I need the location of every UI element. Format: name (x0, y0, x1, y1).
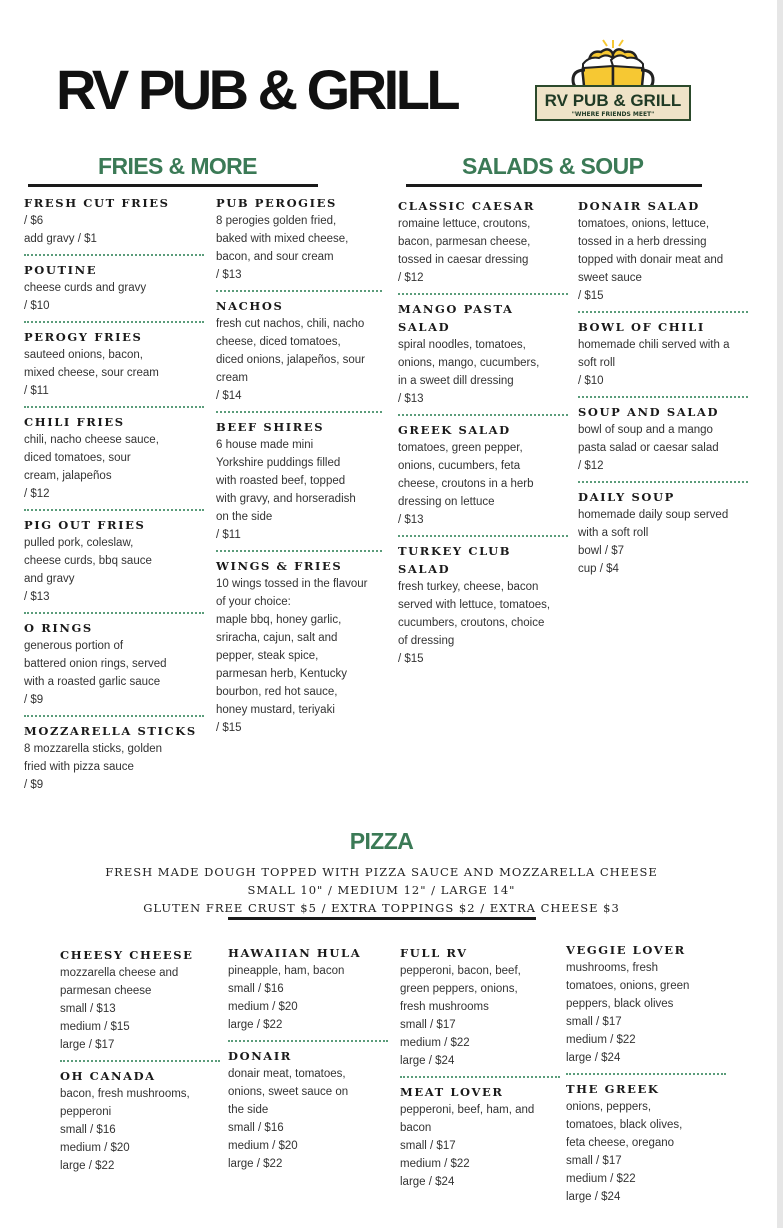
menu-item-line: large / $24 (400, 1055, 455, 1067)
menu-item-line: the side (228, 1104, 269, 1116)
menu-item-line: medium / $22 (400, 1158, 470, 1170)
menu-item-line: / $12 (578, 460, 604, 472)
menu-item-name: PUB PEROGIES (216, 196, 337, 210)
page-title: RV PUB & GRILL (56, 58, 458, 121)
menu-item-line: large / $17 (60, 1039, 115, 1051)
menu-item (216, 297, 382, 405)
menu-item-line: Yorkshire puddings filled (216, 457, 341, 469)
divider-salads (406, 184, 702, 187)
dotted-divider (578, 481, 748, 483)
menu-item-line: medium / $22 (400, 1037, 470, 1049)
menu-item-line: soft roll (578, 357, 616, 369)
menu-item-line: tossed in caesar dressing (398, 254, 529, 266)
menu-item-name: TURKEY CLUB SALAD (398, 544, 512, 576)
heading-fries: FRIES & MORE (98, 153, 257, 179)
menu-item-line: medium / $15 (60, 1021, 130, 1033)
menu-item-line: / $14 (216, 390, 242, 402)
menu-item-line: medium / $20 (60, 1142, 130, 1154)
menu-item-line: tomatoes, black olives, (566, 1119, 683, 1131)
dotted-divider (24, 406, 204, 408)
menu-item (24, 619, 204, 709)
dotted-divider (578, 396, 748, 398)
menu-item-line: green peppers, onions, (400, 983, 518, 995)
menu-item (216, 194, 382, 284)
menu-item-name: PEROGY FRIES (24, 330, 143, 344)
menu-item-line: small / $16 (228, 983, 284, 995)
menu-item (400, 1083, 560, 1191)
menu-item (24, 328, 204, 400)
menu-item (60, 1067, 220, 1175)
menu-item (24, 261, 204, 315)
menu-item-line: feta cheese, oregano (566, 1137, 675, 1149)
menu-item-line: tomatoes, onions, green (566, 980, 690, 992)
menu-item-line: large / $22 (228, 1019, 283, 1031)
menu-item-line: fresh cut nachos, chili, nacho (216, 318, 365, 330)
menu-item-name: DONAIR (228, 1049, 292, 1063)
menu-item-line: pepperoni, bacon, beef, (400, 965, 521, 977)
menu-item (398, 300, 568, 408)
menu-item-name: CLASSIC CAESAR (398, 199, 536, 213)
fries-col-1 (24, 194, 204, 794)
menu-item-line: onions, cucumbers, feta (398, 460, 521, 472)
menu-item-line: onions, sweet sauce on (228, 1086, 349, 1098)
menu-item-name: DONAIR SALAD (578, 199, 700, 213)
pizza-col-3 (400, 944, 560, 1191)
menu-item-name: THE GREEK (566, 1082, 660, 1096)
menu-item-line: / $15 (398, 653, 424, 665)
menu-item (398, 542, 568, 668)
menu-item-line: / $11 (24, 385, 49, 397)
divider-fries (28, 184, 318, 187)
menu-item-line: medium / $20 (228, 1140, 298, 1152)
beer-mugs-icon (533, 36, 693, 122)
menu-item-line: parmesan herb, Kentucky (216, 668, 348, 680)
menu-item-line: bacon (400, 1122, 432, 1134)
menu-item-line: bacon, and sour cream (216, 251, 334, 263)
menu-item-line: / $13 (398, 393, 424, 405)
pizza-col-1 (60, 946, 220, 1175)
fries-col-2 (216, 194, 382, 737)
menu-item-name: SOUP AND SALAD (578, 405, 720, 419)
menu-item-line: small / $17 (400, 1140, 456, 1152)
menu-item-line: / $12 (24, 488, 50, 500)
menu-item-line: peppers, black olives (566, 998, 674, 1010)
menu-item-line: onions, peppers, (566, 1101, 652, 1113)
menu-item-line: with a roasted garlic sauce (24, 676, 161, 688)
menu-item-line: 10 wings tossed in the flavour (216, 578, 368, 590)
menu-item-line: chili, nacho cheese sauce, (24, 434, 159, 446)
menu-item-line: 6 house made mini (216, 439, 314, 451)
menu-item-line: homemade chili served with a (578, 339, 730, 351)
menu-item (578, 197, 748, 305)
menu-item-line: / $9 (24, 779, 44, 791)
menu-item-line: / $12 (398, 272, 424, 284)
menu-item-line: pasta salad or caesar salad (578, 442, 719, 454)
menu-item-line: 8 mozzarella sticks, golden (24, 743, 163, 755)
menu-item-line: / $11 (216, 529, 241, 541)
pizza-col-2 (228, 944, 388, 1173)
dotted-divider (216, 290, 382, 292)
menu-item-line: / $15 (578, 290, 604, 302)
menu-item-line: onions, mango, cucumbers, (398, 357, 540, 369)
divider-pizza (228, 917, 536, 920)
menu-item-name: MANGO PASTA SALAD (398, 302, 514, 334)
dotted-divider (60, 1060, 220, 1062)
dotted-divider (24, 254, 204, 256)
menu-item-line: small / $16 (228, 1122, 284, 1134)
menu-item-name: MOZZARELLA STICKS (24, 724, 197, 738)
menu-item-line: / $10 (578, 375, 604, 387)
menu-item (24, 413, 204, 503)
menu-item-line: tomatoes, green pepper, (398, 442, 523, 454)
menu-item-line: fried with pizza sauce (24, 761, 134, 773)
menu-item-line: cheese curds and gravy (24, 282, 147, 294)
menu-item-line: pepperoni, beef, ham, and (400, 1104, 535, 1116)
dotted-divider (566, 1073, 726, 1075)
menu-item-line: pineapple, ham, bacon (228, 965, 345, 977)
dotted-divider (24, 715, 204, 717)
menu-item-line: 8 perogies golden fried, (216, 215, 337, 227)
menu-item-line: small / $17 (566, 1016, 622, 1028)
menu-item-line: with roasted beef, topped (216, 475, 346, 487)
menu-item (24, 722, 204, 794)
dotted-divider (398, 293, 568, 295)
menu-item-line: mixed cheese, sour cream (24, 367, 159, 379)
menu-item-name: VEGGIE LOVER (566, 943, 686, 957)
menu-item-name: GREEK SALAD (398, 423, 511, 437)
dotted-divider (578, 311, 748, 313)
menu-item-name: CHEESY CHEESE (60, 948, 194, 962)
menu-item (578, 488, 748, 578)
menu-item-name: NACHOS (216, 299, 284, 313)
menu-item-name: BOWL OF CHILI (578, 320, 705, 334)
menu-item-line: / $10 (24, 300, 50, 312)
menu-item-line: and gravy (24, 573, 75, 585)
menu-item-line: sauteed onions, bacon, (24, 349, 143, 361)
menu-item-line: large / $24 (566, 1052, 621, 1064)
menu-item-line: medium / $22 (566, 1173, 636, 1185)
dotted-divider (24, 612, 204, 614)
menu-item (228, 944, 388, 1034)
menu-item-name: HAWAIIAN HULA (228, 946, 362, 960)
menu-item-line: diced tomatoes, sour (24, 452, 131, 464)
menu-item-line: cream (216, 372, 248, 384)
menu-item-line: tomatoes, onions, lettuce, (578, 218, 710, 230)
menu-item-line: cup / $4 (578, 563, 619, 575)
menu-item-line: on the side (216, 511, 273, 523)
menu-item-line: small / $16 (60, 1124, 116, 1136)
menu-item-line: diced onions, jalapeños, sour (216, 354, 365, 366)
menu-item-name: POUTINE (24, 263, 98, 277)
salads-col-2 (578, 197, 748, 578)
menu-item-line: / $6 (24, 215, 44, 227)
heading-salads: SALADS & SOUP (462, 153, 644, 179)
menu-item-line: pulled pork, coleslaw, (24, 537, 134, 549)
menu-item (216, 557, 382, 737)
menu-item-name: PIG OUT FRIES (24, 518, 146, 532)
menu-item-name: WINGS & FRIES (216, 559, 343, 573)
menu-item (400, 944, 560, 1070)
menu-item (398, 197, 568, 287)
menu-item-line: with a soft roll (578, 527, 649, 539)
menu-item-line: bowl of soup and a mango (578, 424, 713, 436)
menu-item-line: bourbon, red hot sauce, (216, 686, 338, 698)
pizza-note-sizes: SMALL 10" / MEDIUM 12" / LARGE 14" (247, 883, 516, 897)
menu-item-name: FRESH CUT FRIES (24, 196, 170, 210)
menu-item-line: small / $17 (566, 1155, 622, 1167)
menu-item-line: mushrooms, fresh (566, 962, 659, 974)
menu-item-line: romaine lettuce, croutons, (398, 218, 531, 230)
pizza-note-dough: FRESH MADE DOUGH TOPPED WITH PIZZA SAUCE AND MOZZARELLA CHEESE (105, 865, 658, 879)
menu-item-line: maple bbq, honey garlic, (216, 614, 342, 626)
menu-item-line: mozzarella cheese and (60, 967, 179, 979)
menu-item-line: fresh turkey, cheese, bacon (398, 581, 539, 593)
heading-pizza: PIZZA (349, 828, 414, 854)
menu-item-line: / $13 (216, 269, 242, 281)
menu-item-line: in a sweet dill dressing (398, 375, 514, 387)
menu-item-line: topped with donair meat and (578, 254, 724, 266)
dotted-divider (216, 550, 382, 552)
menu-item-line: cucumbers, croutons, choice (398, 617, 545, 629)
menu-item-line: pepperoni (60, 1106, 112, 1118)
menu-item-name: DAILY SOUP (578, 490, 675, 504)
menu-item-line: large / $22 (60, 1160, 115, 1172)
pizza-col-4 (566, 941, 726, 1206)
menu-item-line: homemade daily soup served (578, 509, 729, 521)
menu-item (216, 418, 382, 544)
menu-item (398, 421, 568, 529)
logo-tagline: "WHERE FRIENDS MEET" (571, 111, 655, 118)
menu-item-name: CHILI FRIES (24, 415, 125, 429)
menu-item-line: baked with mixed cheese, (216, 233, 349, 245)
dotted-divider (398, 535, 568, 537)
menu-item-line: donair meat, tomatoes, (228, 1068, 346, 1080)
salads-col-1 (398, 197, 568, 668)
menu-item-name: OH CANADA (60, 1069, 156, 1083)
menu-item-line: served with lettuce, tomatoes, (398, 599, 551, 611)
menu-item-line: cheese, croutons in a herb (398, 478, 534, 490)
menu-item-line: bowl / $7 (578, 545, 625, 557)
menu-item-line: / $9 (24, 694, 44, 706)
menu-item (60, 946, 220, 1054)
menu-item-line: cheese curds, bbq sauce (24, 555, 152, 567)
menu-item (566, 941, 726, 1067)
menu-item-line: parmesan cheese (60, 985, 152, 997)
menu-item-line: dressing on lettuce (398, 496, 495, 508)
menu-item-line: large / $22 (228, 1158, 283, 1170)
menu-item-line: tossed in a herb dressing (578, 236, 707, 248)
menu-item-name: BEEF SHIRES (216, 420, 325, 434)
menu-item-name: MEAT LOVER (400, 1085, 504, 1099)
menu-item-line: large / $24 (400, 1176, 455, 1188)
menu-item-line: spiral noodles, tomatoes, (398, 339, 526, 351)
menu-item-line: small / $13 (60, 1003, 116, 1015)
pizza-note-extras: GLUTEN FREE CRUST $5 / EXTRA TOPPINGS $2 / EXTRA CHEESE $3 (143, 901, 620, 915)
dotted-divider (398, 414, 568, 416)
menu-item (578, 403, 748, 475)
menu-item (24, 194, 204, 248)
menu-item-line: small / $17 (400, 1019, 456, 1031)
logo-text: RV PUB & GRILL (544, 91, 682, 110)
dotted-divider (228, 1040, 388, 1042)
menu-item-line: / $13 (24, 591, 50, 603)
menu-item-line: sriracha, cajun, salt and (216, 632, 338, 644)
menu-item-line: battered onion rings, served (24, 658, 167, 670)
menu-item-line: large / $24 (566, 1191, 621, 1203)
menu-item-line: honey mustard, teriyaki (216, 704, 335, 716)
menu-item-line: pepper, steak spice, (216, 650, 319, 662)
menu-item (24, 516, 204, 606)
menu-item-line: fresh mushrooms (400, 1001, 489, 1013)
page-edge (777, 0, 783, 1228)
menu-item-line: sweet sauce (578, 272, 642, 284)
menu-item-line: medium / $20 (228, 1001, 298, 1013)
menu-item-line: add gravy / $1 (24, 233, 97, 245)
menu-item-line: generous portion of (24, 640, 124, 652)
menu-item (566, 1080, 726, 1206)
menu-item-line: / $13 (398, 514, 424, 526)
menu-item (228, 1047, 388, 1173)
menu-item-line: of your choice: (216, 596, 291, 608)
menu-item-line: cream, jalapeños (24, 470, 112, 482)
menu-item-line: medium / $22 (566, 1034, 636, 1046)
menu-item-line: with gravy, and horseradish (216, 493, 356, 505)
menu-item-name: FULL RV (400, 946, 468, 960)
dotted-divider (24, 509, 204, 511)
dotted-divider (24, 321, 204, 323)
menu-item-name: O RINGS (24, 621, 93, 635)
menu-item-line: bacon, fresh mushrooms, (60, 1088, 190, 1100)
dotted-divider (400, 1076, 560, 1078)
menu-item-line: of dressing (398, 635, 455, 647)
dotted-divider (216, 411, 382, 413)
menu-item-line: bacon, parmesan cheese, (398, 236, 531, 248)
menu-item-line: cheese, diced tomatoes, (216, 336, 341, 348)
menu-item (578, 318, 748, 390)
menu-item-line: / $15 (216, 722, 242, 734)
